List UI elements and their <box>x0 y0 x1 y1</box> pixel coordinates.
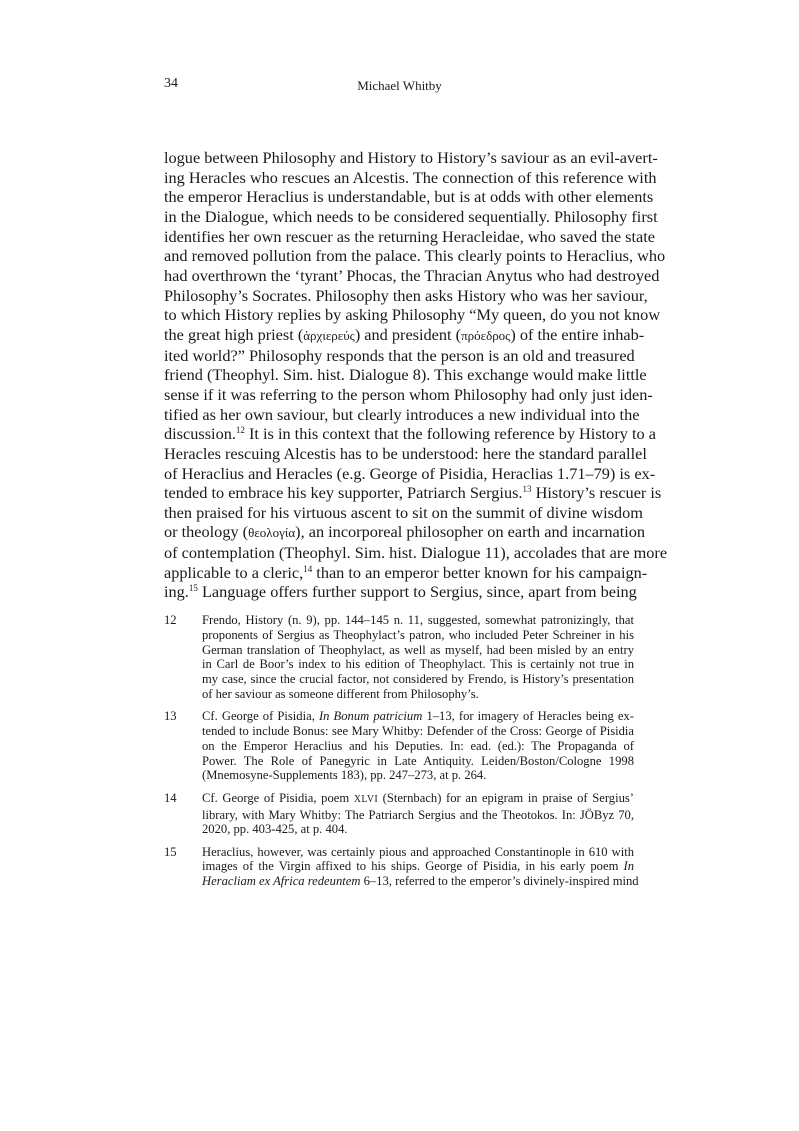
footnotes <box>164 613 639 897</box>
text-run: ited world?” Philosophy responds that the person is an old and treasured <box>164 345 635 365</box>
text-run: ) of the entire inhab- <box>510 324 645 344</box>
text-line <box>164 365 647 385</box>
page-number: 34 <box>164 76 178 91</box>
footnote-number: 13 <box>164 709 177 724</box>
text-run: and removed pollution from the palace. This clearly points to Heraclius, who <box>164 246 666 266</box>
text-run: or theology ( <box>164 522 249 542</box>
text-line <box>202 628 634 643</box>
text-run: 6–13, referred to the emperor’s divinely-inspired mind <box>360 874 639 889</box>
text-line <box>164 305 661 325</box>
footnote-ref: 13 <box>522 484 532 495</box>
italic-title: In Bonum patricium <box>318 709 423 724</box>
text-run: my case, since the crucial factor, not considered by Frendo, is History’s presentation <box>202 672 634 687</box>
text-run: sense if it was referring to the person whom Philosophy had only just iden- <box>164 384 653 404</box>
footnote-ref: 14 <box>303 563 313 574</box>
text-line <box>164 424 656 444</box>
footnote-ref: 12 <box>235 425 245 436</box>
text-line <box>164 226 655 247</box>
text-run: then praised for his virtuous ascent to sit on the summit of divine wisdom <box>164 502 643 522</box>
text-line <box>202 808 634 823</box>
footnote-ref: 15 <box>188 583 198 594</box>
text-run: Language offers further support to Sergius, since, apart from being <box>197 582 637 602</box>
text-line <box>202 657 634 672</box>
text-run: of contemplation (Theophyl. Sim. hist. Dialogue 11), accolades that are more <box>164 543 668 563</box>
text-line <box>164 346 634 366</box>
text-run: Power. The Role of Panegyric in Late Antiquity. Leiden/Boston/Cologne 1998 <box>202 753 634 768</box>
text-run: tended to include Bonus: see Mary Whitby: Defender of the Cross: George of Pisidia <box>202 724 634 739</box>
text-run: discussion. <box>164 424 236 444</box>
text-line <box>164 404 640 425</box>
text-run: ), an incorporeal philosopher on earth and incarnation <box>295 522 646 542</box>
text-line <box>164 543 668 563</box>
text-run: library, with Mary Whitby: The Patriarch Sergius and the Theotokos. In: JÖByz 70, <box>202 807 634 822</box>
greek-term: ἀρχιερεύς <box>303 327 355 343</box>
footnote-12 <box>164 613 634 702</box>
text-line <box>202 739 634 754</box>
footnote-14 <box>164 791 634 837</box>
text-line <box>202 874 639 889</box>
text-run: Heraclius, however, was certainly pious and approached Constantinople in 610 with <box>202 844 634 859</box>
text-line <box>202 709 634 724</box>
text-line <box>164 522 646 543</box>
text-line <box>164 167 657 188</box>
text-run: than to an emperor better known for his campaign- <box>312 562 648 582</box>
footnote-15 <box>164 844 639 889</box>
text-line <box>164 384 653 405</box>
text-line <box>164 187 654 207</box>
text-run: of her saviour as someone different from Philosophy’s. <box>202 686 479 701</box>
text-line <box>202 859 634 874</box>
text-line <box>202 822 634 837</box>
text-line <box>164 483 662 503</box>
running-head: Michael Whitby <box>357 78 442 93</box>
text-line <box>164 582 637 602</box>
text-line <box>164 265 660 286</box>
text-run: Cf. George of Pisidia, <box>202 709 319 724</box>
text-run: identifies her own rescuer as the returning Heracleidae, who saved the state <box>164 226 655 246</box>
text-run: friend (Theophyl. Sim. hist. Dialogue 8). This exchange would make little <box>164 365 647 385</box>
text-run: tended to embrace his key supporter, Patriarch Sergius. <box>164 483 523 503</box>
greek-term: θεολογία <box>248 525 296 541</box>
text-run: German translation of Theophylact, as well as myself, had been misled by an entry <box>202 642 634 657</box>
small-caps-numeral: XLVI <box>353 793 378 805</box>
text-run: 2020, pp. 403-425, at p. 404. <box>202 822 348 837</box>
text-line <box>164 502 643 523</box>
main-text <box>164 148 668 602</box>
footnote-number: 12 <box>164 613 177 627</box>
text-run: ) and president ( <box>354 324 462 344</box>
text-run: in the Dialogue, which needs to be considered sequentially. Philosophy first <box>164 206 658 226</box>
text-run: tified as her own saviour, but clearly introduces a new individual into the <box>164 404 640 424</box>
text-run: ing Heracles who rescues an Alcestis. The connection of this reference with <box>164 167 657 187</box>
italic-title: In <box>623 859 634 874</box>
footnote-13 <box>164 709 634 783</box>
text-run: (Sternbach) for an epigram in praise of Sergius’ <box>377 790 634 805</box>
text-line <box>164 562 648 583</box>
text-line <box>202 724 634 739</box>
text-run: on the Emperor Heraclius and his Deputies. In: ead. (ed.): The Propaganda of <box>202 738 634 753</box>
text-run: It is in this context that the following reference by History to a <box>244 424 656 444</box>
text-run: proponents of Sergius as Theophylact’s patron, who included Peter Schreiner in his <box>202 627 634 642</box>
text-line <box>202 613 634 628</box>
text-line <box>164 463 656 484</box>
text-run: images of the Virgin affixed to his ships. George of Pisidia, in his early poem <box>202 859 624 874</box>
text-run: of Heraclius and Heracles (e.g. George of Pisidia, Heraclias 1.71–79) is ex- <box>164 463 656 483</box>
text-run: in Carl de Boor’s index to his edition of Theophylact. This is certainly not true in <box>202 657 634 672</box>
text-line <box>202 791 634 808</box>
text-run: ing. <box>164 582 189 602</box>
text-run: the great high priest ( <box>164 324 304 344</box>
text-line <box>164 285 648 306</box>
text-run: Cf. George of Pisidia, poem <box>202 790 354 805</box>
text-line <box>202 687 634 702</box>
text-line <box>202 643 634 658</box>
text-line <box>202 754 634 769</box>
text-run: applicable to a cleric, <box>164 562 304 582</box>
italic-title: Heracliam ex Africa redeuntem <box>202 874 361 889</box>
text-run: 1–13, for imagery of Heracles being ex- <box>422 709 634 724</box>
text-line <box>202 768 634 783</box>
text-run: the emperor Heraclius is understandable, but is at odds with other elements <box>164 187 654 207</box>
text-line <box>164 443 647 464</box>
footnote-number: 15 <box>164 844 177 859</box>
text-line <box>164 148 658 168</box>
text-run: History’s rescuer is <box>531 483 662 503</box>
text-line <box>164 324 645 346</box>
text-run: logue between Philosophy and History to History’s saviour as an evil-avert- <box>164 148 658 167</box>
text-run: Frendo, History (n. 9), pp. 144–145 n. 11, suggested, somewhat patronizingly, that <box>202 613 634 627</box>
text-line <box>164 246 666 266</box>
text-run: had overthrown the ‘tyrant’ Phocas, the Thracian Anytus who had destroyed <box>164 265 660 285</box>
text-run: to which History replies by asking Philosophy “My queen, do you not know <box>164 305 661 325</box>
greek-term: πρόεδρος <box>461 327 511 343</box>
text-run: Philosophy’s Socrates. Philosophy then asks History who was her saviour, <box>164 285 648 305</box>
text-run: (Mnemosyne-Supplements 183), pp. 247–273, at p. 264. <box>202 768 487 783</box>
text-line <box>202 672 634 687</box>
text-run: Heracles rescuing Alcestis has to be understood: here the standard parallel <box>164 443 647 463</box>
text-line <box>202 845 634 860</box>
text-line <box>164 206 658 227</box>
footnote-number: 14 <box>164 790 177 805</box>
